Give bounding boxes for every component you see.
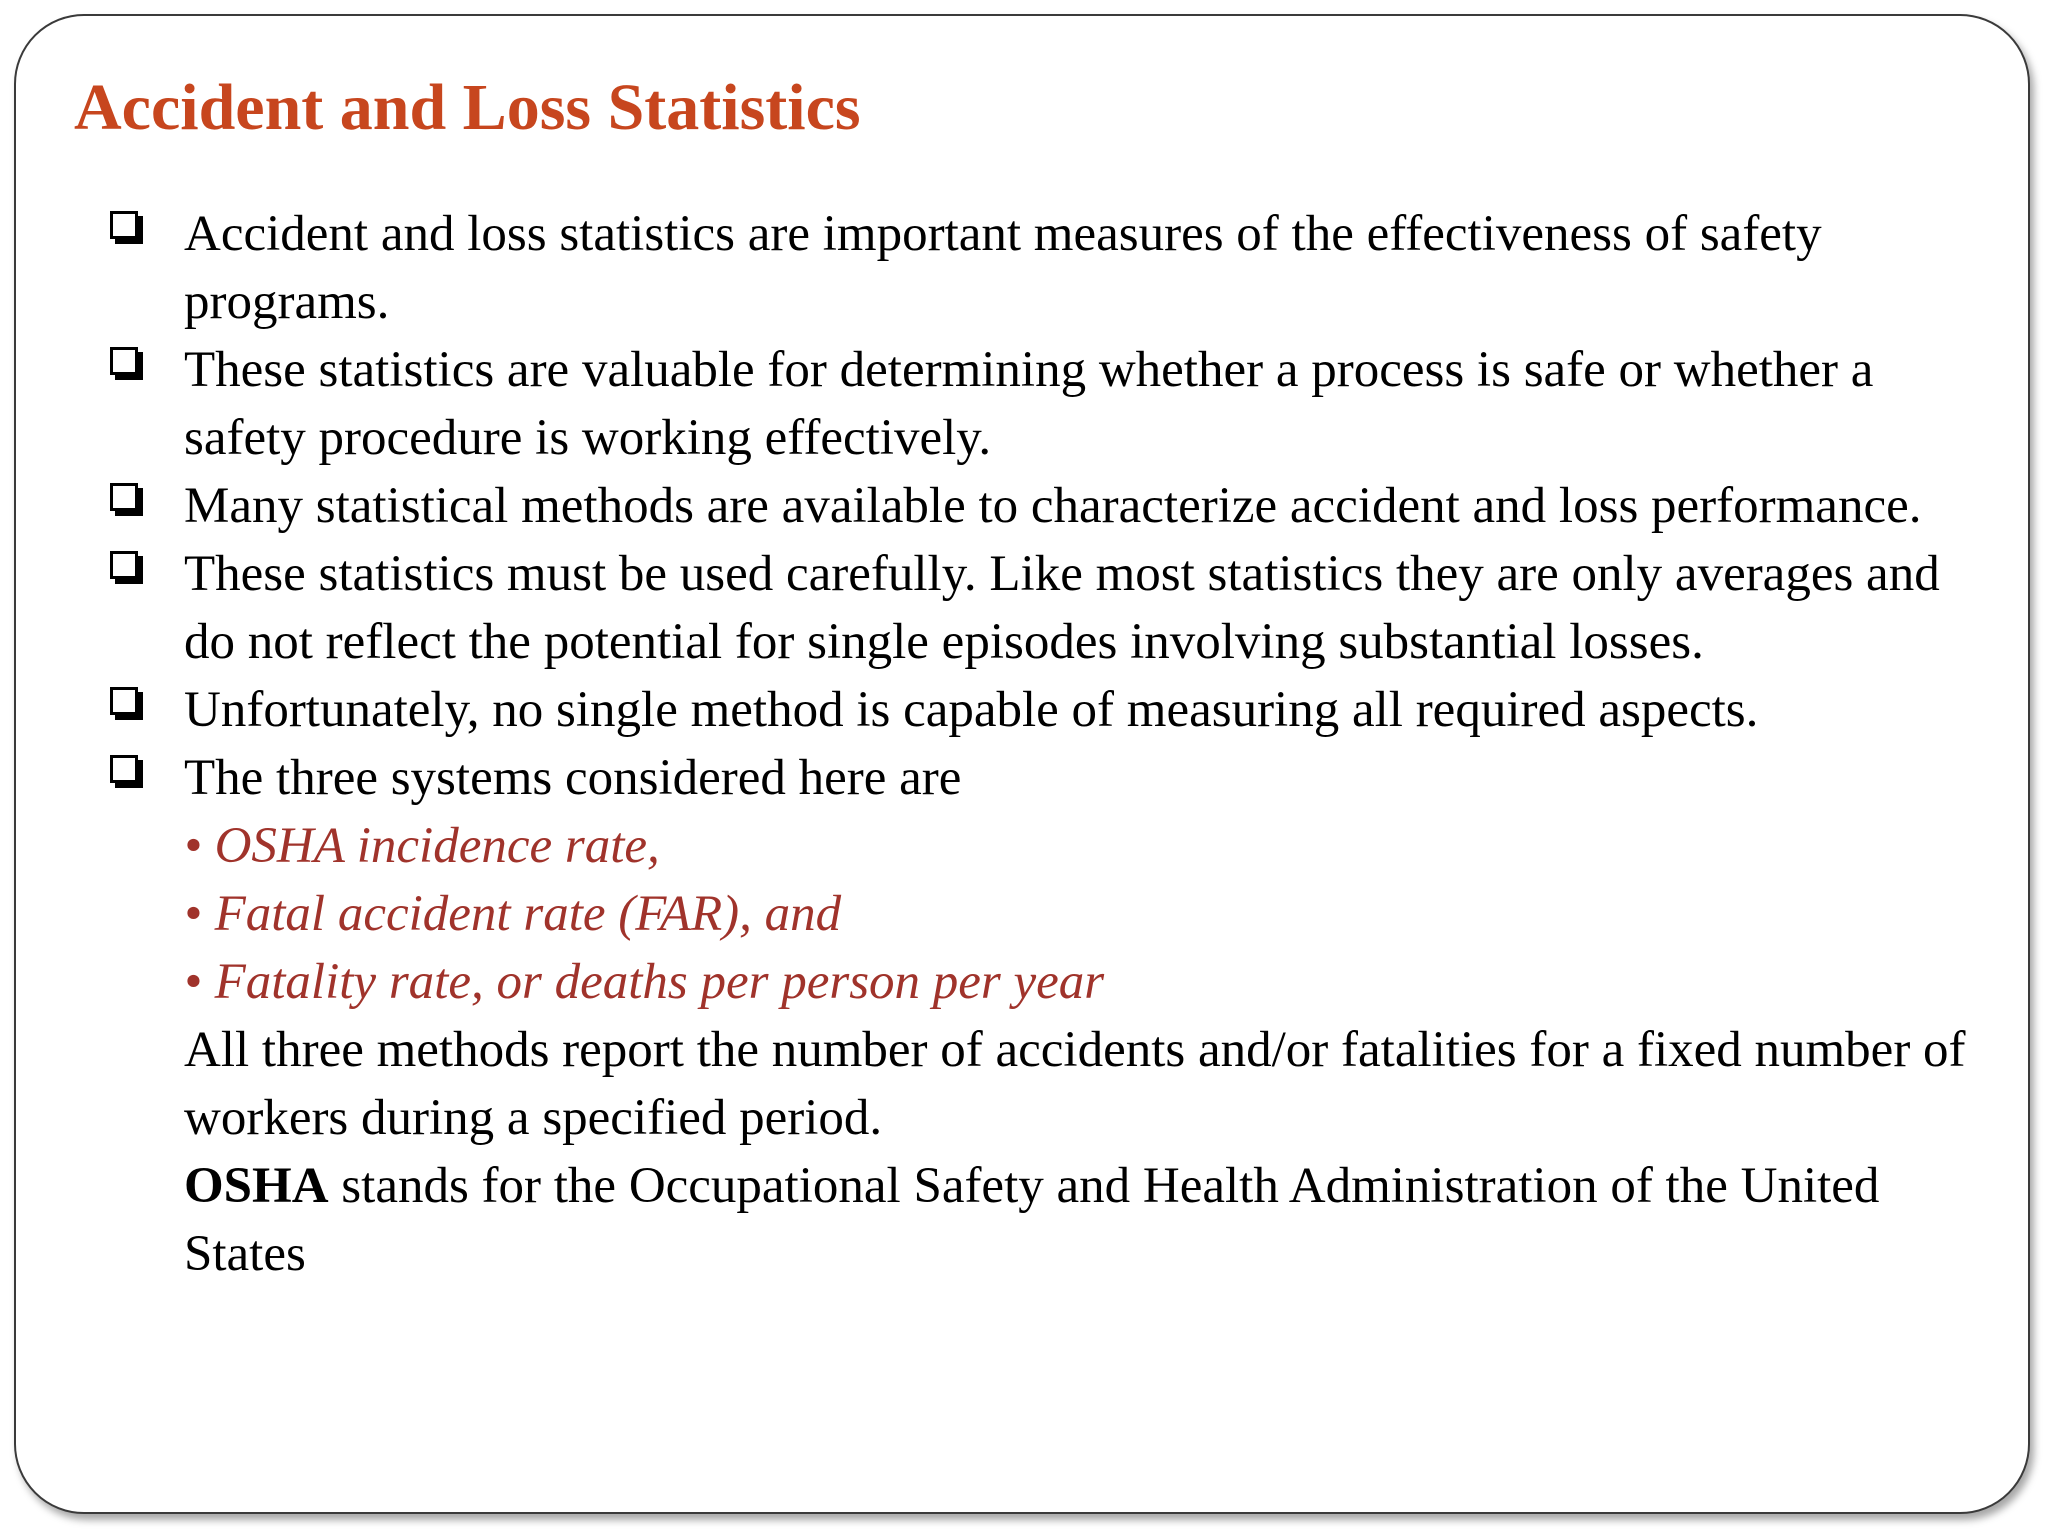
bullet-text: These statistics are valuable for determining whether a process is safe or whether a safety procedure is working effectively. [184,342,1874,466]
checkbox-bullet-icon [110,483,138,511]
sub-item-fatality-rate: • Fatality rate, or deaths per person per year [184,954,1105,1010]
bullet-item [100,744,1980,812]
slide-title: Accident and Loss Statistics [74,71,861,144]
bullet-text: Many statistical methods are available to characterize accident and loss performance. [184,478,1922,534]
osha-definition-text: stands for the Occupational Safety and Health Administration of the United States [184,1158,1880,1282]
slide-content [100,200,1980,1288]
checkbox-bullet-icon [110,755,138,783]
sub-item-far: • Fatal accident rate (FAR), and [184,886,842,942]
checkbox-bullet-icon [110,211,138,239]
bullet-text: The three systems considered here are [184,750,962,806]
methods-note: All three methods report the number of accidents and/or fatalities for a fixed number of workers during a specified period. [184,1022,1966,1146]
bullet-text: These statistics must be used carefully. Like most statistics they are only averages and do not reflect the potential for single episodes involving substantial losses. [184,546,1940,670]
bullet-item [100,336,1980,472]
sub-item-osha-rate: • OSHA incidence rate, [184,818,660,874]
bullet-item [100,540,1980,676]
osha-definition [100,1152,1980,1288]
checkbox-bullet-icon [110,687,138,715]
bullet-item [100,472,1980,540]
bullet-item [100,676,1980,744]
checkbox-bullet-icon [110,347,138,375]
bullet-item [100,200,1980,336]
bullet-text: Unfortunately, no single method is capable of measuring all required aspects. [184,682,1759,738]
checkbox-bullet-icon [110,551,138,579]
osha-label: OSHA [184,1158,329,1214]
bullet-text: Accident and loss statistics are important measures of the effectiveness of safety programs. [184,206,1822,330]
